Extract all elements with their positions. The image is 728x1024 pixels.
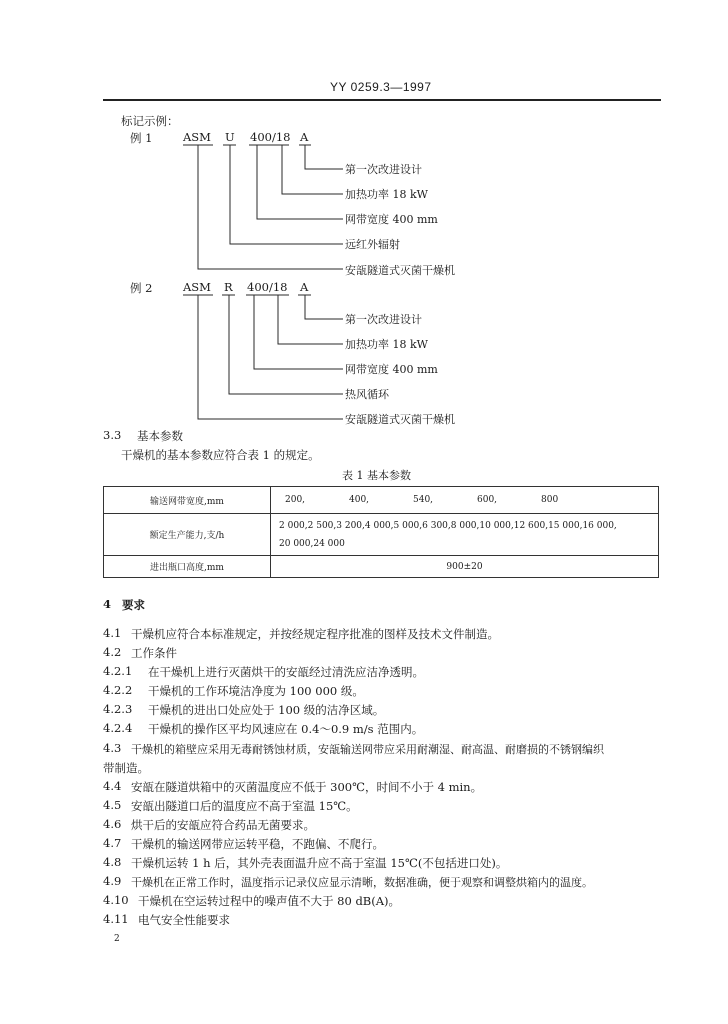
- section-4-number: 4: [103, 597, 112, 611]
- example-1-version: A: [300, 130, 309, 144]
- section-3-3-title: 基本参数: [137, 429, 183, 443]
- req-4-8-text: 干燥机运转 1 h 后，其外壳表面温升应不高于室温 15℃(不包括进口处)。: [131, 856, 508, 870]
- belt-width-value: 600,: [477, 495, 498, 505]
- table-1-caption: 表 1 基本参数: [342, 469, 411, 482]
- example-2-callout-4: 热风循环: [345, 388, 389, 401]
- table-cell-label: 额定生产能力,支/h: [104, 514, 271, 556]
- req-4-6-text: 烘干后的安瓿应符合药品无菌要求。: [131, 818, 315, 832]
- req-4-2-3-text: 干燥机的进出口处应处于 100 级的洁净区域。: [148, 703, 385, 717]
- req-4-7-text: 干燥机的输送网带应运转平稳，不跑偏、不爬行。: [131, 837, 384, 851]
- example-1-type-letter: U: [225, 130, 235, 144]
- standard-code: YY 0259.3—1997: [330, 80, 432, 94]
- example-title: 标记示例：: [121, 114, 179, 128]
- section-4-title: 要求: [122, 598, 145, 612]
- req-4-1-number: 4.1: [103, 626, 122, 640]
- req-4-6-number: 4.6: [103, 817, 122, 831]
- example-2-callout-3: 网带宽度 400 mm: [345, 363, 438, 376]
- example-1-callout-1: 第一次改进设计: [345, 163, 422, 176]
- example-2-label: 例 2: [130, 281, 153, 295]
- req-4-9-text: 干燥机在正常工作时，温度指示记录仪应显示清晰，数据准确，便于观察和调整烘箱内的温度。: [131, 876, 593, 889]
- example-1-series: ASM: [183, 130, 211, 144]
- example-2-callout-2: 加热功率 18 kW: [345, 338, 428, 351]
- req-4-5-number: 4.5: [103, 798, 122, 812]
- req-4-8-number: 4.8: [103, 855, 122, 869]
- table-1-basic-parameters: [103, 486, 659, 578]
- section-3-3-number: 3.3: [103, 428, 122, 442]
- capacity-line-1: 2 000,2 500,3 200,4 000,5 000,6 300,8 000,10 000,12 600,15 000,16 000,: [279, 520, 617, 531]
- example-1-callout-2: 加热功率 18 kW: [345, 188, 428, 201]
- example-1-callout-5: 安瓿隧道式灭菌干燥机: [345, 264, 455, 277]
- belt-width-value: 200,: [285, 495, 306, 505]
- example-2-callout-1: 第一次改进设计: [345, 313, 422, 326]
- table-cell-label: 进出瓶口高度,mm: [104, 556, 271, 578]
- req-4-2-2-number: 4.2.2: [103, 683, 133, 697]
- example-2-callout-5: 安瓿隧道式灭菌干燥机: [345, 413, 455, 426]
- req-4-1-text: 干燥机应符合本标准规定，并按经规定程序批准的图样及技术文件制造。: [131, 627, 499, 641]
- table-row: [104, 487, 659, 514]
- example-1-leader-1: [305, 145, 343, 169]
- req-4-5-text: 安瓿出隧道口后的温度应不高于室温 15℃。: [131, 799, 358, 813]
- example-2-series: ASM: [183, 280, 211, 294]
- example-2-leader-3: [254, 295, 343, 369]
- req-4-2-number: 4.2: [103, 645, 122, 659]
- req-4-10-number: 4.10: [103, 893, 129, 907]
- req-4-4-text: 安瓿在隧道烘箱中的灭菌温度应不低于 300℃，时间不小于 4 min。: [131, 780, 483, 794]
- req-4-2-2-text: 干燥机的工作环境洁净度为 100 000 级。: [148, 684, 364, 698]
- example-2-version: A: [300, 280, 309, 294]
- req-4-3-number: 4.3: [103, 741, 122, 755]
- req-4-2-1-number: 4.2.1: [103, 664, 133, 678]
- table-cell-values: [271, 487, 659, 514]
- req-4-11-text: 电气安全性能要求: [138, 913, 230, 927]
- req-4-2-3-number: 4.2.3: [103, 702, 133, 716]
- example-1-label: 例 1: [130, 131, 153, 145]
- page-number: 2: [114, 934, 120, 944]
- table-row: [104, 514, 659, 556]
- section-3-3-text: 干燥机的基本参数应符合表 1 的规定。: [121, 448, 320, 462]
- example-2-width-power: 400/18: [247, 280, 288, 294]
- req-4-10-text: 干燥机在空运转过程中的噪声值不大于 80 dB(A)。: [138, 894, 401, 908]
- table-row: [104, 556, 659, 578]
- example-1-callout-3: 网带宽度 400 mm: [345, 213, 438, 226]
- belt-width-value: 400,: [349, 495, 370, 505]
- table-cell-values: [271, 514, 659, 556]
- example-2-leader-5: [198, 295, 343, 419]
- example-1-width-power: 400/18: [250, 130, 291, 144]
- req-4-4-number: 4.4: [103, 779, 122, 793]
- capacity-line-2: 20 000,24 000: [279, 538, 345, 549]
- example-1-callout-4: 远红外辐射: [345, 238, 400, 251]
- req-4-3-text: 干燥机的箱壁应采用无毒耐锈蚀材质，安瓿输送网带应采用耐潮湿、耐高温、耐磨损的不锈钢编织: [131, 743, 604, 756]
- table-cell-label: 输送网带宽度,mm: [104, 487, 271, 514]
- req-4-3-text-continued: 带制造。: [103, 761, 149, 775]
- req-4-2-1-text: 在干燥机上进行灭菌烘干的安瓿经过清洗应洁净透明。: [148, 665, 424, 679]
- req-4-9-number: 4.9: [103, 874, 122, 888]
- req-4-11-number: 4.11: [103, 912, 129, 926]
- belt-width-value: 540,: [413, 495, 434, 505]
- example-1-leader-3: [257, 145, 343, 219]
- belt-width-value: 800: [541, 495, 559, 505]
- req-4-2-4-text: 干燥机的操作区平均风速应在 0.4～0.9 m/s 范围内。: [148, 722, 424, 736]
- table-cell-value: 900±20: [271, 556, 659, 578]
- example-2-leader-1: [305, 295, 343, 319]
- example-1-leader-5: [198, 145, 343, 269]
- req-4-2-4-number: 4.2.4: [103, 721, 133, 735]
- example-2-type-letter: R: [224, 280, 233, 294]
- req-4-7-number: 4.7: [103, 836, 122, 850]
- req-4-2-text: 工作条件: [131, 646, 177, 660]
